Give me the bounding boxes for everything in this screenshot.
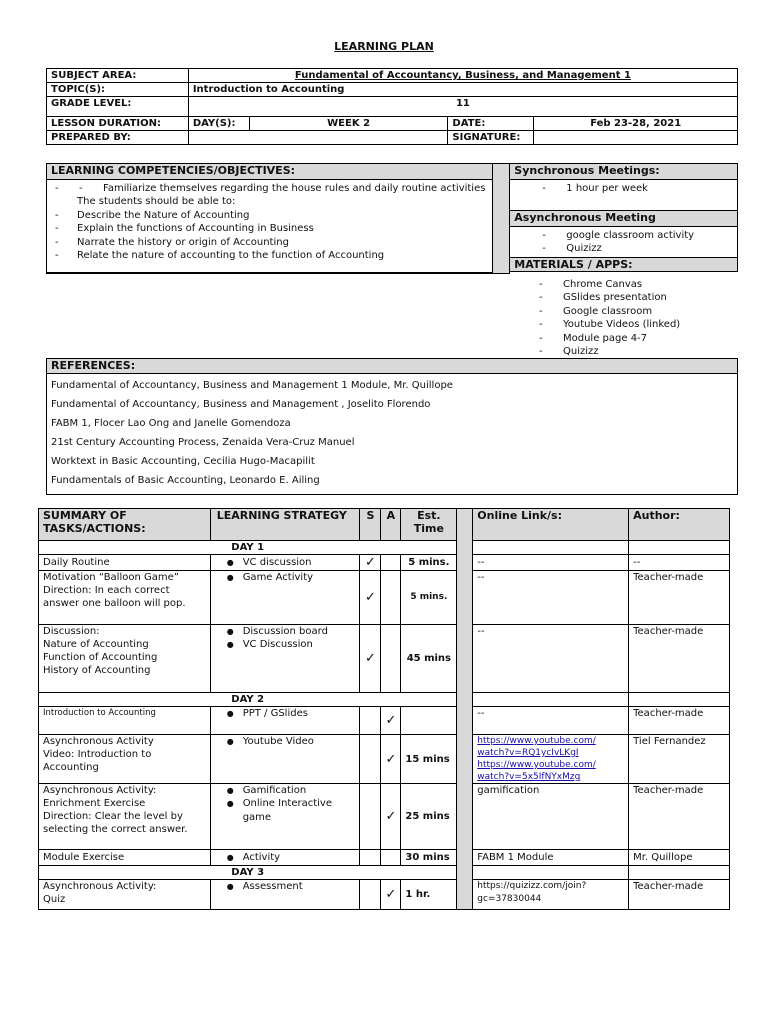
subject-area-value: Fundamental of Accountancy, Business, and Management 1 (188, 69, 737, 83)
reference-item: Worktext in Basic Accounting, Cecilia Hugo-Macapilit (51, 456, 315, 467)
empty-cell (629, 693, 730, 707)
async-item: - Quizizz (514, 242, 733, 255)
task-motivation: Motivation “Balloon Game” Direction: In each correct answer one balloon will pop. (39, 571, 211, 625)
grade-level-label: GRADE LEVEL: (47, 97, 189, 117)
empty-cell (473, 541, 629, 555)
est-time: 15 mins (401, 735, 457, 784)
competencies-table (46, 163, 738, 274)
est-time: 5 mins. (401, 555, 457, 571)
online-link: -- (473, 571, 629, 625)
references-body (47, 374, 738, 495)
strategy-item: ● Youtube Video (215, 735, 356, 748)
strategy-item: ● VC Discussion (215, 638, 356, 651)
header-table (46, 68, 738, 145)
prepared-by-label: PREPARED BY: (47, 131, 189, 145)
materials-heading: MATERIALS / APPS: (510, 258, 738, 272)
days-label: DAY(S): (188, 117, 249, 131)
competency-item: - Explain the functions of Accounting in Business (51, 222, 488, 235)
day-3-label: DAY 3 (39, 866, 457, 880)
empty-cell (381, 625, 401, 693)
day-1-label: DAY 1 (39, 541, 457, 555)
strategy-item: ● PPT / GSlides (215, 707, 356, 720)
subject-area-label: SUBJECT AREA: (47, 69, 189, 83)
day-2-label: DAY 2 (39, 693, 457, 707)
author: -- (629, 555, 730, 571)
competency-intro: Familiarize themselves regarding the house rules and daily routine activities (103, 183, 486, 194)
author: Teacher-made (629, 880, 730, 910)
task-intro-accounting: Introduction to Accounting (39, 707, 211, 735)
empty-cell (360, 784, 381, 850)
days-value: WEEK 2 (249, 117, 448, 131)
signature-label: SIGNATURE: (448, 131, 534, 145)
task-daily-routine: Daily Routine (39, 555, 211, 571)
reference-item: FABM 1, Flocer Lao Ong and Janelle Gomendoza (51, 418, 291, 429)
materials-body (511, 278, 737, 358)
reference-item: Fundamental of Accountancy, Business and Management 1 Module, Mr. Quillope (51, 380, 453, 391)
competencies-body: - - Familiarize themselves regarding the house rules and daily routine activities The students should be able to: - Describe the Nature of Accounting - Explain the functions of Accounting in Business - Narrate the history or origin of Accounting - Relate the nature of accounting to the function of Accounting (47, 180, 493, 273)
task-discussion (39, 625, 211, 693)
material-item: - Youtube Videos (linked) (511, 318, 737, 331)
quiz-link-line[interactable]: gc=37830044 (477, 894, 542, 904)
async-check: ✓ (381, 784, 401, 850)
author: Teacher-made (629, 571, 730, 625)
async-check: ✓ (381, 707, 401, 735)
empty-cell (473, 866, 629, 880)
async-heading: Asynchronous Meeting (510, 211, 738, 227)
task-module-exercise: Module Exercise (39, 850, 211, 866)
material-item: - Google classroom (511, 305, 737, 318)
est-time: 25 mins (401, 784, 457, 850)
empty-cell (360, 850, 381, 866)
task-line: Enrichment Exercise (43, 798, 146, 809)
task-async-video (39, 735, 211, 784)
sync-item: - 1 hour per week (514, 182, 733, 195)
material-item: - GSlides presentation (511, 291, 737, 304)
strategy-item: ● Online Interactive game (215, 797, 356, 824)
grade-level-value: 11 (188, 97, 737, 117)
task-line: Discussion: (43, 626, 100, 637)
est-time: 30 mins (401, 850, 457, 866)
online-link: gamification (473, 784, 629, 850)
col-a: A (381, 509, 401, 541)
lesson-duration-label: LESSON DURATION: (47, 117, 189, 131)
page-title: LEARNING PLAN (334, 40, 434, 53)
est-time: 1 hr. (401, 880, 457, 910)
material-item: - Quizizz (511, 345, 737, 358)
online-link: -- (473, 625, 629, 693)
online-link: -- (473, 555, 629, 571)
reference-item: 21st Century Accounting Process, Zenaida Vera-Cruz Manuel (51, 437, 355, 448)
tasks-table (38, 508, 730, 910)
col-summary: SUMMARY OF TASKS/ACTIONS: (39, 509, 211, 541)
task-line: Direction: Clear the level by (43, 811, 183, 822)
date-value: Feb 23-28, 2021 (534, 117, 738, 131)
signature-value (534, 131, 738, 145)
empty-cell (381, 850, 401, 866)
quiz-link-line[interactable]: https://quizizz.com/join? (477, 881, 587, 891)
youtube-link-1[interactable]: https://www.youtube.com/ (477, 736, 596, 746)
task-line: selecting the correct answer. (43, 824, 188, 835)
est-time: 45 mins (401, 625, 457, 693)
sync-check: ✓ (360, 625, 381, 693)
task-line: History of Accounting (43, 665, 151, 676)
task-line: Function of Accounting (43, 652, 158, 663)
strategy-item: ● Assessment (215, 880, 356, 893)
strategy-item: ● Gamification (215, 784, 356, 797)
sync-check: ✓ (360, 555, 381, 571)
material-item: - Chrome Canvas (511, 278, 737, 291)
reference-item: Fundamental of Accountancy, Business and Management , Joselito Florendo (51, 399, 431, 410)
competencies-heading: LEARNING COMPETENCIES/OBJECTIVES: (47, 164, 493, 180)
task-line: Asynchronous Activity (43, 736, 154, 747)
quiz-link (473, 880, 629, 910)
task-line: Nature of Accounting (43, 639, 149, 650)
task-line: Quiz (43, 894, 66, 905)
async-body (510, 227, 738, 258)
empty-cell (381, 571, 401, 625)
empty-cell (360, 735, 381, 784)
task-line: Asynchronous Activity: (43, 785, 157, 796)
able-text: The students should be able to: (77, 196, 236, 208)
sync-heading: Synchronous Meetings: (510, 164, 738, 180)
col-s: S (360, 509, 381, 541)
separator-column (493, 164, 510, 274)
tasks-separator (457, 509, 473, 910)
empty-cell (473, 693, 629, 707)
est-time (401, 707, 457, 735)
col-time: Est. Time (401, 509, 457, 541)
date-label: DATE: (448, 117, 534, 131)
task-line: Asynchronous Activity: (43, 881, 157, 892)
async-check: ✓ (381, 735, 401, 784)
task-line: Video: Introduction to (43, 749, 152, 760)
competency-item: - Narrate the history or origin of Accounting (51, 236, 488, 249)
task-enrichment (39, 784, 211, 850)
strategy-item: ● VC discussion (215, 556, 356, 569)
col-link: Online Link/s: (473, 509, 629, 541)
references-table (46, 358, 738, 495)
youtube-link-1[interactable]: watch?v=RQ1ycIvLKgI (477, 748, 579, 758)
empty-cell (381, 555, 401, 571)
author: Teacher-made (629, 784, 730, 850)
youtube-link-2[interactable]: watch?v=5x5IfNYxMzg (477, 772, 581, 782)
col-author: Author: (629, 509, 730, 541)
topic-label: TOPIC(S): (47, 83, 189, 97)
empty-cell (360, 880, 381, 910)
material-item: - Module page 4-7 (511, 332, 737, 345)
references-heading: REFERENCES: (47, 359, 738, 374)
empty-cell (629, 866, 730, 880)
async-item: - google classroom activity (514, 229, 733, 242)
col-strategy: LEARNING STRATEGY (210, 509, 360, 541)
task-quiz (39, 880, 211, 910)
reference-item: Fundamentals of Basic Accounting, Leonardo E. Ailing (51, 475, 320, 486)
competency-item: - Describe the Nature of Accounting (51, 209, 488, 222)
author: Mr. Quillope (629, 850, 730, 866)
author: Teacher-made (629, 707, 730, 735)
task-line: Accounting (43, 762, 99, 773)
strategy-item: ● Activity (215, 851, 356, 864)
online-link: FABM 1 Module (473, 850, 629, 866)
sync-check: ✓ (360, 571, 381, 625)
async-check: ✓ (381, 880, 401, 910)
strategy-item: ● Game Activity (215, 571, 356, 584)
competencies-filler-2 (47, 272, 493, 273)
author: Teacher-made (629, 625, 730, 693)
empty-cell (629, 541, 730, 555)
empty-cell (360, 707, 381, 735)
sync-body (510, 180, 738, 211)
competencies-filler (510, 272, 738, 273)
est-time: 5 mins. (401, 571, 457, 625)
strategy-item: ● Discussion board (215, 625, 356, 638)
online-links (473, 735, 629, 784)
author: Tiel Fernandez (629, 735, 730, 784)
online-link: -- (473, 707, 629, 735)
youtube-link-2[interactable]: https://www.youtube.com/ (477, 760, 596, 770)
topic-value: Introduction to Accounting (188, 83, 737, 97)
competency-item: - Relate the nature of accounting to the function of Accounting (51, 249, 488, 262)
prepared-by-value (188, 131, 448, 145)
